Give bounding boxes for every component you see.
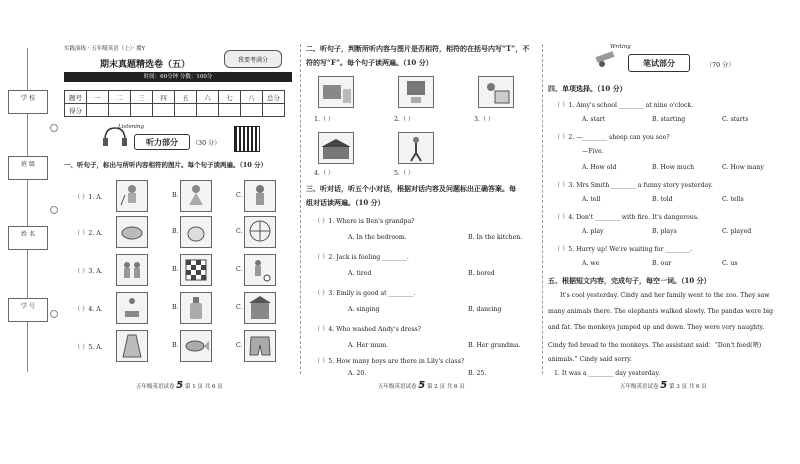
q2-label: 1.（ ）: [314, 116, 335, 123]
answer-option[interactable]: B. starting: [652, 116, 686, 123]
footer-number: 5: [660, 380, 668, 391]
class-label: 班 级: [21, 161, 35, 168]
student-id-field[interactable]: [8, 298, 48, 322]
writing-score: （70 分）: [706, 62, 735, 69]
table-cell: 六: [197, 91, 219, 104]
page-3: [548, 44, 788, 391]
walking-picture: [398, 132, 434, 164]
answer-option[interactable]: A. start: [582, 116, 606, 123]
item-option-label: B.: [172, 192, 179, 199]
score-table: [64, 90, 285, 117]
question: （ ）3. Mrs Smith ________ a funny story yesterday.: [554, 182, 713, 189]
meta-text: 时间：60分钟 分数：100分: [143, 74, 213, 80]
meta-bar: [64, 72, 292, 82]
answer-option[interactable]: B. our: [652, 260, 672, 267]
footer-page: 第 1 页 共 6 页: [184, 384, 223, 390]
listening-tag: Listening: [118, 124, 145, 130]
writing-tag: Writing: [610, 44, 631, 50]
table-cell: 八: [241, 91, 263, 104]
footer-text: 五年级英语试卷: [378, 384, 417, 390]
answer-option[interactable]: B. Her grandma.: [468, 342, 521, 349]
passage-line: many animals there. The elephants walked slowly. The pandas were big: [548, 308, 773, 315]
question: （ ）4. Don't ________ with fire. It's dangerous.: [554, 214, 699, 221]
item-label: （ ）5. A.: [74, 344, 103, 351]
writing-title-box: [628, 54, 690, 72]
answer-option[interactable]: A. tell: [582, 196, 601, 203]
binding-sidebar: [0, 48, 64, 372]
item-option-label: B.: [172, 266, 179, 273]
score-input[interactable]: [197, 104, 219, 117]
question: （ ）5. How many boys are there in Lily's class?: [314, 358, 465, 365]
item-label: （ ）2. A.: [74, 230, 103, 237]
answer-option[interactable]: B. 25.: [468, 370, 487, 377]
score-input[interactable]: [219, 104, 241, 117]
table-cell: 题号: [65, 91, 87, 104]
q2-label: 2.（ ）: [394, 116, 415, 123]
badge-text: 我要考满分: [237, 56, 268, 64]
question: （ ）3. Emily is good at ________.: [314, 290, 416, 297]
school-field[interactable]: [8, 90, 48, 114]
footer-text: 五年级英语试卷: [620, 384, 659, 390]
name-field[interactable]: [8, 226, 48, 250]
q5-heading: 五、根据短文内容，完成句子，每空一词。（10 分）: [548, 276, 711, 285]
boy-cleaning-picture: [116, 180, 148, 212]
answer-option[interactable]: B. told: [652, 196, 673, 203]
question: （ ）4. Who washed Andy's dress?: [314, 326, 421, 333]
answer-option[interactable]: A. tired: [348, 270, 372, 277]
page-divider: [542, 44, 544, 374]
answer-option[interactable]: A. How old: [582, 164, 617, 171]
table-cell: 总分: [263, 91, 285, 104]
boy-football-picture: [244, 254, 276, 286]
fill-in-question[interactable]: 1. It was a ________ day yesterday.: [554, 370, 661, 377]
score-input[interactable]: [175, 104, 197, 117]
binding-hole: [50, 310, 58, 318]
header-small: 实践演练 · 五年级英语（上）· 冀Y: [64, 46, 146, 52]
passage-line: and fat. The monkeys jumped up and down. They were very naughty.: [548, 324, 765, 331]
children-dancing-picture: [116, 254, 148, 286]
answer-option[interactable]: B. bored: [468, 270, 495, 277]
passage-line: Cindy fed bread to the monkeys. The assistant said：“Don't feed(喂): [548, 342, 762, 349]
answer-option[interactable]: C. tells: [722, 196, 744, 203]
item-label: （ ）3. A.: [74, 268, 103, 275]
score-input[interactable]: [109, 104, 131, 117]
binding-hole: [50, 124, 58, 132]
footer-page: 第 2 页 共 6 页: [426, 384, 465, 390]
q2-label: 5.（ ）: [394, 170, 415, 177]
cooking-picture: [116, 292, 148, 324]
score-input[interactable]: [131, 104, 153, 117]
question: （ ）2. Jack is feeling ________.: [314, 254, 409, 261]
school-label: 学 校: [21, 95, 35, 102]
answer-option[interactable]: B. How much: [652, 164, 695, 171]
writing-title: 笔试部分: [643, 57, 675, 68]
qr-code-icon: [234, 126, 260, 152]
name-label: 姓 名: [21, 231, 35, 238]
answer-option[interactable]: C. played: [722, 228, 752, 235]
item-option-label: C.: [236, 192, 243, 199]
item-option-label: B.: [172, 228, 179, 235]
badge: [224, 50, 282, 68]
page-2: [306, 44, 538, 391]
answer-option[interactable]: C. How many: [722, 164, 764, 171]
chicken-picture: [180, 216, 212, 248]
question: （ ）1. Where is Ben's grandpa?: [314, 218, 415, 225]
girl-reading-picture: [180, 180, 212, 212]
ferris-wheel-picture: [244, 216, 276, 248]
question: （ ）1. Amy's school ________ at nine o'clock.: [554, 102, 694, 109]
passage-line: animals.” Cindy said sorry.: [548, 356, 632, 363]
answer-option[interactable]: B. plays: [652, 228, 677, 235]
table-cell: 二: [109, 91, 131, 104]
page-footer: [378, 380, 465, 391]
q3-heading-line2: 组对话读两遍。（10 分）: [306, 198, 385, 207]
tv-room-picture: [318, 76, 354, 108]
footer-number: 5: [176, 380, 184, 391]
score-input[interactable]: [153, 104, 175, 117]
student-id-label: 学 号: [21, 303, 35, 310]
table-cell: 七: [219, 91, 241, 104]
answer-option[interactable]: A. singing: [348, 306, 380, 313]
page-footer: [620, 380, 707, 391]
q3-heading: 三、听对话，听五个小对话，根据对话内容及问题标出正确答案。每: [306, 184, 516, 193]
score-input[interactable]: [241, 104, 263, 117]
answer-option[interactable]: B. In the kitchen.: [468, 234, 523, 241]
class-field[interactable]: [8, 156, 48, 180]
shorts-picture: [244, 330, 276, 362]
score-table-row: [65, 104, 285, 117]
q2-heading: 二、听句子，判断所听内容与图片是否相符，相符的在括号内写“T”，不: [306, 44, 530, 53]
q4-heading: 四、单项选择。（10 分）: [548, 84, 627, 93]
answer-option[interactable]: A. we: [582, 260, 600, 267]
answer-option[interactable]: C. us: [722, 260, 738, 267]
page-1: [64, 44, 296, 391]
cow-picture: [116, 216, 148, 248]
page-divider: [300, 44, 302, 374]
fish-picture: [180, 330, 212, 362]
score-table-header: [65, 91, 285, 104]
table-cell: 四: [153, 91, 175, 104]
item-option-label: C.: [236, 342, 243, 349]
item-label: （ ）4. A.: [74, 306, 103, 313]
footer-page: 第 3 页 共 6 页: [668, 384, 707, 390]
footer-text: 五年级英语试卷: [136, 384, 175, 390]
listening-title-box: [134, 134, 190, 150]
item-option-label: B.: [172, 304, 179, 311]
bottle-picture: [180, 292, 212, 324]
question: （ ）5. Hurry up! We're waiting for ________.: [554, 246, 693, 253]
answer-option[interactable]: A. In the bedroom.: [348, 234, 407, 241]
binding-hole: [50, 206, 58, 214]
question: （ ）2. —________ sheep can you see?: [554, 134, 670, 141]
passage-line: It's cool yesterday. Cindy and her family went to the zoo. They saw: [560, 292, 770, 299]
question-response: —Five.: [582, 148, 604, 155]
score-input[interactable]: [263, 104, 285, 117]
chart-picture: [478, 76, 514, 108]
table-cell: 一: [87, 91, 109, 104]
item-label: （ ）1. A.: [74, 194, 103, 201]
q2-label: 3.（ ）: [474, 116, 495, 123]
q1-heading: 一、听句子，标出与所听内容相符的图片。每个句子读两遍。（10 分）: [64, 161, 268, 169]
computer-picture: [398, 76, 434, 108]
answer-option[interactable]: A. Her mum.: [348, 342, 389, 349]
building-picture: [244, 292, 276, 324]
item-option-label: B.: [172, 342, 179, 349]
answer-option[interactable]: A. 20.: [348, 370, 367, 377]
q2-label: 4.（ ）: [314, 170, 335, 177]
exam-title: 期末真题精选卷（五）: [100, 60, 191, 70]
item-option-label: C.: [236, 304, 243, 311]
boy-playing-picture: [244, 180, 276, 212]
answer-option[interactable]: C. starts: [722, 116, 749, 123]
table-cell: 三: [131, 91, 153, 104]
table-cell: 得分: [65, 104, 87, 117]
listening-score: （30 分）: [192, 140, 221, 147]
page-footer: [136, 380, 223, 391]
listening-title: 听力部分: [146, 136, 178, 147]
item-option-label: C.: [236, 266, 243, 273]
answer-option[interactable]: A. play: [582, 228, 604, 235]
answer-option[interactable]: B. dancing: [468, 306, 502, 313]
score-input[interactable]: [87, 104, 109, 117]
footer-number: 5: [418, 380, 426, 391]
item-option-label: C.: [236, 228, 243, 235]
dress-picture: [116, 330, 148, 362]
chess-board-picture: [180, 254, 212, 286]
tiananmen-picture: [318, 132, 354, 164]
table-cell: 五: [175, 91, 197, 104]
q2-heading-line2: 符的写“F”。每个句子读两遍。（10 分）: [306, 58, 433, 67]
